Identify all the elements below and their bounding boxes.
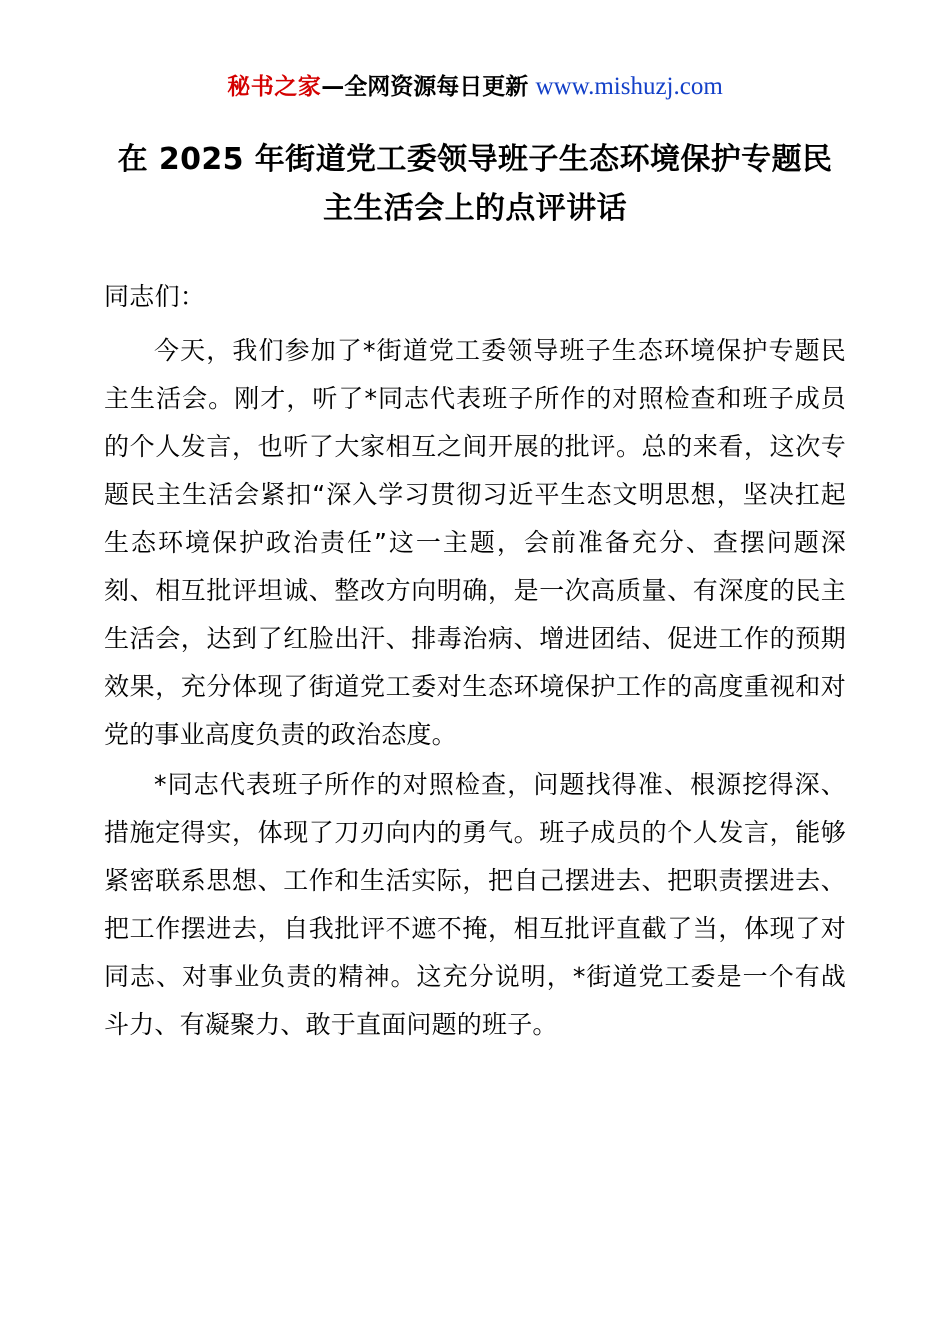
body-paragraph-2: *同志代表班子所作的对照检查，问题找得准、根源挖得深、措施定得实，体现了刀刃向内的勇气。班子成员的个人发言，能够紧密联系思想、工作和生活实际，把自己摆进去、把职责摆进去、把工作摆进去，自我批评不遮不掩，相互批评直截了当，体现了对同志、对事业负责的精神。这充分说明，*街道党工委是一个有战斗力、有凝聚力、敢于直面问题的班子。: [104, 769, 846, 1039]
watermark-tagline: —全网资源每日更新: [321, 74, 529, 100]
site-watermark: [104, 72, 846, 102]
body-paragraph-1: 今天，我们参加了*街道党工委领导班子生态环境保护专题民主生活会。刚才，听了*同志代表班子所作的对照检查和班子成员的个人发言，也听了大家相互之间开展的批评。总的来看，这次专题民主生活会紧扣“深入学习贯彻习近平生态文明思想，坚决扛起生态环境保护政治责任”这一主题，会前准备充分、查摆问题深刻、相互批评坦诚、整改方向明确，是一次高质量、有深度的民主生活会，达到了红脸出汗、排毒治病、增进团结、促进工作的预期效果，充分体现了街道党工委对生态环境保护工作的高度重视和对党的事业高度负责的政治态度。: [104, 335, 846, 749]
page-title: 在 2025 年街道党工委领导班子生态环境保护专题民主生活会上的点评讲话: [117, 142, 833, 226]
watermark-site-url: www.mishuzj.com: [535, 73, 723, 100]
salutation: 同志们：: [104, 282, 206, 312]
watermark-brand: 秘书之家: [227, 74, 322, 100]
